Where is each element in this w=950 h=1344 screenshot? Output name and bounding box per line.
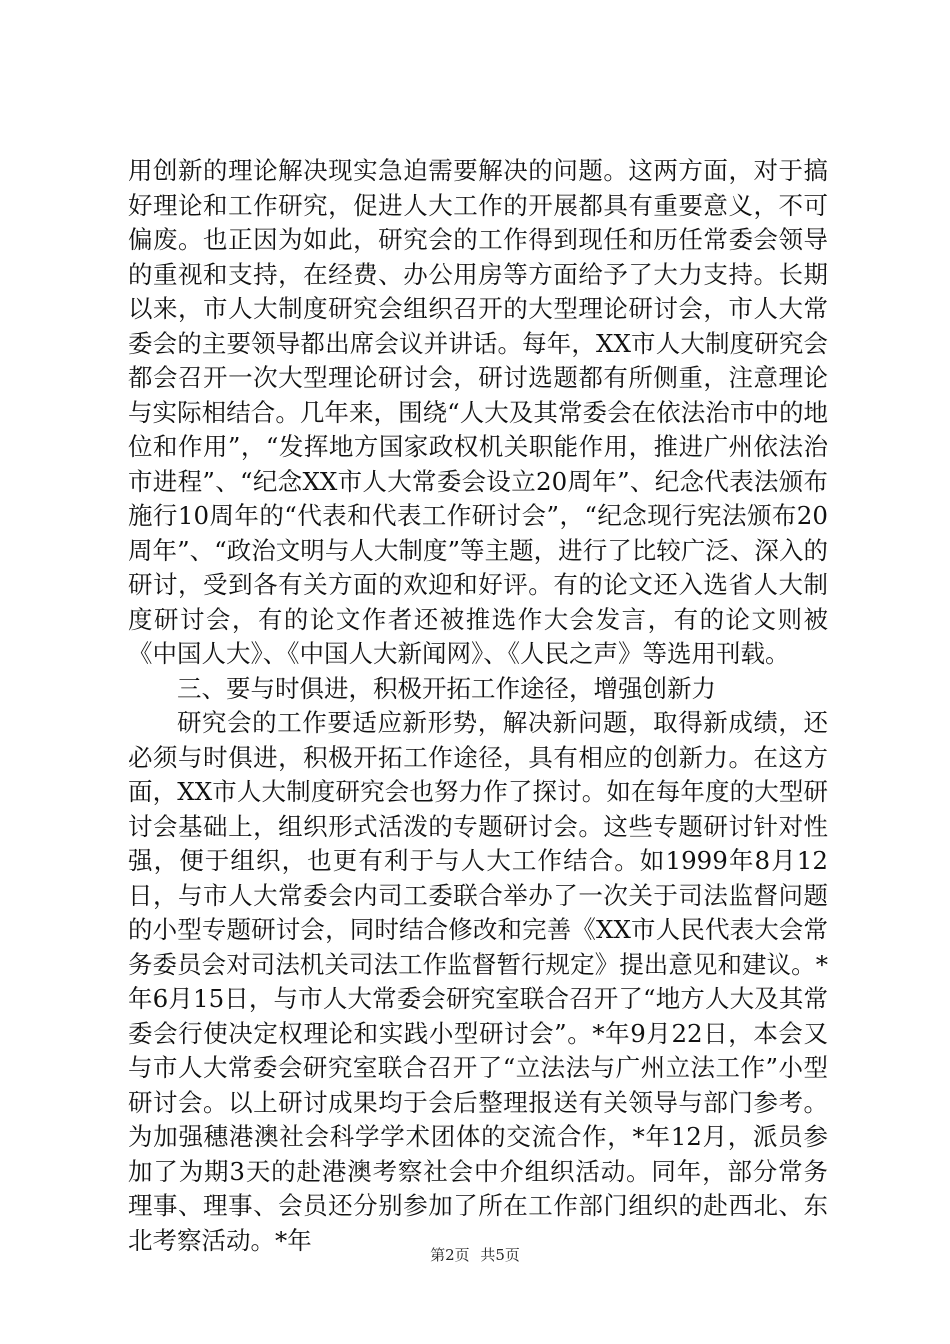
page-number: 第2页 <box>430 1246 470 1264</box>
page-footer <box>0 1245 950 1265</box>
body-paragraph-2: 研究会的工作要适应新形势，解决新问题，取得新成绩，还必须与时俱进，积极开拓工作途径，具有相应的创新力。在这方面，XX市人大制度研究会也努力作了探讨。如在每年度的大型研讨会基础上，组织形式活泼的专题研讨会。这些专题研讨针对性强，便于组织，也更有利于与人大工作结合。如1999年8月12日，与市人大常委会内司工委联合举办了一次关于司法监督问题的小型专题研讨会，同时结合修改和完善《XX市人民代表大会常务委员会对司法机关司法工作监督暂行规定》提出意见和建议。*年6月15日，与市人大常委会研究室联合召开了“地方人大及其常委会行使决定权理论和实践小型研讨会”。*年9月22日，本会又与市人大常委会研究室联合召开了“立法法与广州立法工作”小型研讨会。以上研讨成果均于会后整理报送有关领导与部门参考。为加强穗港澳社会科学学术团体的交流合作，*年12月，派员参加了为期3天的赴港澳考察社会中介组织活动。同年，部分常务理事、理事、会员还分别参加了所在工作部门组织的赴西北、东北考察活动。*年 <box>128 708 828 1255</box>
body-paragraph-1: 用创新的理论解决现实急迫需要解决的问题。这两方面，对于搞好理论和工作研究，促进人大工作的开展都具有重要意义，不可偏废。也正因为如此，研究会的工作得到现任和历任常委会领导的重视和支持，在经费、办公用房等方面给予了大力支持。长期以来，市人大制度研究会组织召开的大型理论研讨会，市人大常委会的主要领导都出席会议并讲话。每年，XX市人大制度研究会都会召开一次大型理论研讨会，研讨选题都有所侧重，注意理论与实际相结合。几年来，围绕“人大及其常委会在依法治市中的地位和作用”，“发挥地方国家政权机关职能作用，推进广州依法治市进程”、“纪念XX市人大常委会设立20周年”、纪念代表法颁布施行10周年的“代表和代表工作研讨会”，“纪念现行宪法颁布20周年”、“政治文明与人大制度”等主题，进行了比较广泛、深入的研讨，受到各有关方面的欢迎和好评。有的论文还入选省人大制度研讨会，有的论文作者还被推选作大会发言，有的论文则被《中国人大》、《中国人大新闻网》、《人民之声》等选用刊载。 <box>128 156 828 668</box>
page-total: 共5页 <box>480 1246 520 1264</box>
section-heading-3: 三、要与时俱进，积极开拓工作途径，增强创新力 <box>177 673 716 703</box>
document-body <box>128 154 828 1258</box>
